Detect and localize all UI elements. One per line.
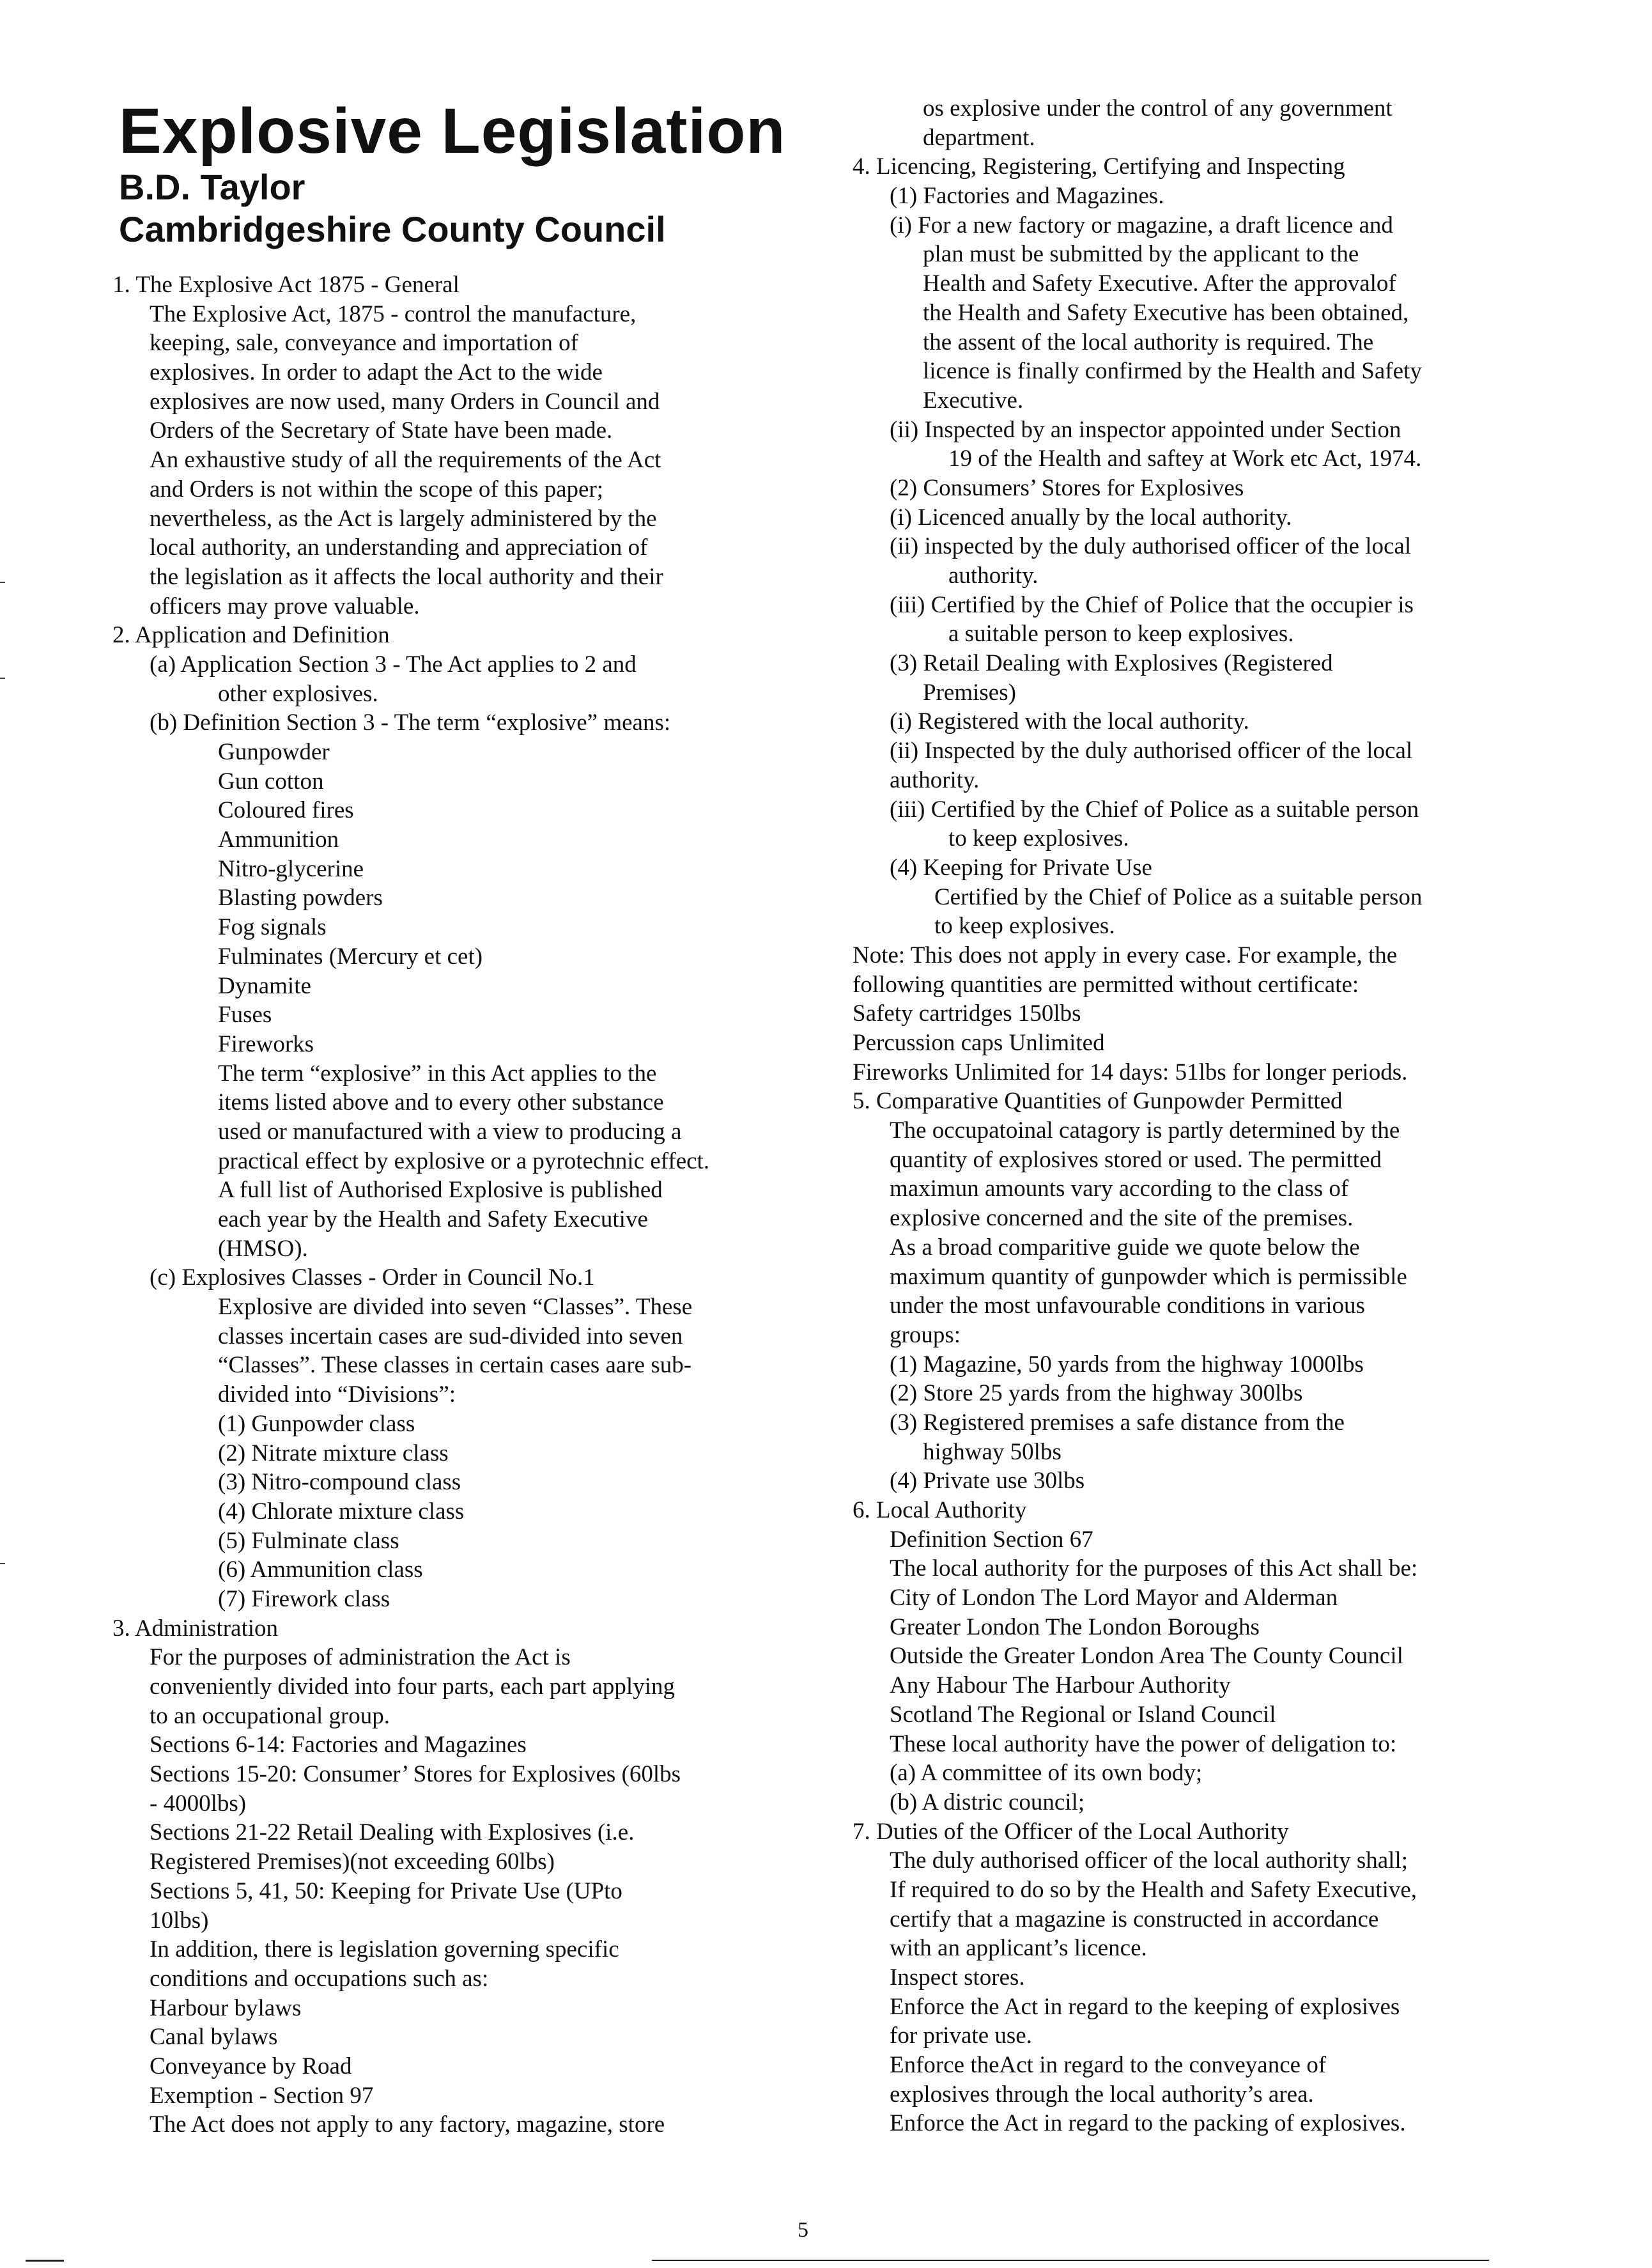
- right-column-text-line: for private use.: [890, 2023, 1032, 2049]
- left-column-text-line: officers may prove valuable.: [150, 593, 420, 619]
- left-column-text-line: Fog signals: [218, 914, 327, 941]
- page-number: 5: [798, 2218, 808, 2242]
- right-column-text-line: Fireworks Unlimited for 14 days: 51lbs for longer periods.: [853, 1059, 1408, 1085]
- right-column-text-line: 7. Duties of the Officer of the Local Authority: [853, 1818, 1289, 1845]
- left-column-text-line: (b) Definition Section 3 - The term “explosive” means:: [150, 710, 671, 736]
- right-column-text-line: Safety cartridges 150lbs: [853, 1000, 1081, 1027]
- left-column-text-line: Gunpowder: [218, 739, 330, 765]
- left-column-text-line: Coloured fires: [218, 797, 354, 824]
- right-column-text-line: os explosive under the control of any government: [923, 95, 1393, 121]
- left-column-text-line: Fulminates (Mercury et cet): [218, 943, 483, 970]
- left-column-text-line: and Orders is not within the scope of this paper;: [150, 476, 604, 502]
- right-column-text-line: (3) Registered premises a safe distance from the: [890, 1409, 1345, 1436]
- right-column-text-line: Outside the Greater London Area The County Council: [890, 1643, 1403, 1670]
- left-column-text-line: 3. Administration: [112, 1615, 278, 1642]
- scan-edge-mark: [0, 678, 5, 679]
- right-column-text-line: licence is finally confirmed by the Health and Safety: [923, 358, 1422, 385]
- right-column-text-line: highway 50lbs: [923, 1438, 1061, 1465]
- right-column-text-line: under the most unfavourable conditions in various: [890, 1293, 1365, 1319]
- left-column-text-line: (HMSO).: [218, 1235, 308, 1262]
- right-column-text-line: The duly authorised officer of the local authority shall;: [890, 1847, 1409, 1874]
- right-column-text-line: (ii) inspected by the duly authorised officer of the local: [890, 533, 1412, 560]
- scan-edge-mark: [0, 1563, 5, 1564]
- left-column-text-line: Sections 21-22 Retail Dealing with Explosives (i.e.: [150, 1819, 635, 1846]
- left-column-text-line: (a) Application Section 3 - The Act applies to 2 and: [150, 651, 637, 678]
- left-column-text-line: the legislation as it affects the local authority and their: [150, 563, 663, 590]
- left-column-text-line: The Act does not apply to any factory, magazine, store: [150, 2111, 665, 2138]
- left-column-text-line: The term “explosive” in this Act applies to the: [218, 1060, 657, 1087]
- right-column-text-line: (i) Licenced anually by the local authority.: [890, 504, 1292, 531]
- left-column-text-line: local authority, an understanding and appreciation of: [150, 534, 648, 561]
- left-column-text-line: (3) Nitro-compound class: [218, 1469, 461, 1496]
- left-column-text-line: Orders of the Secretary of State have been made.: [150, 417, 613, 444]
- right-column-text-line: authority.: [948, 563, 1038, 589]
- left-column-text-line: Exemption - Section 97: [150, 2082, 374, 2109]
- right-column-text-line: Enforce the Act in regard to the keeping of explosives: [890, 1993, 1400, 2020]
- left-column-text-line: divided into “Divisions”:: [218, 1381, 456, 1408]
- left-column-text-line: Harbour bylaws: [150, 1994, 302, 2021]
- article-title: Explosive Legislation: [119, 95, 786, 167]
- left-column-text-line: explosives are now used, many Orders in Council and: [150, 388, 660, 415]
- right-column-text-line: certify that a magazine is constructed in accordance: [890, 1906, 1379, 1932]
- right-column-text-line: following quantities are permitted without certificate:: [853, 971, 1359, 998]
- left-column-text-line: Sections 15-20: Consumer’ Stores for Explosives (60lbs: [150, 1761, 681, 1788]
- left-column-text-line: (2) Nitrate mixture class: [218, 1440, 449, 1466]
- left-column-text-line: Nitro-glycerine: [218, 855, 364, 882]
- left-column-text-line: A full list of Authorised Explosive is published: [218, 1177, 663, 1204]
- right-column-text-line: Definition Section 67: [890, 1526, 1093, 1553]
- right-column-text-line: 4. Licencing, Registering, Certifying and Inspecting: [853, 153, 1345, 180]
- left-column-text-line: For the purposes of administration the Act is: [150, 1644, 571, 1671]
- right-column-text-line: 5. Comparative Quantities of Gunpowder Permitted: [853, 1088, 1343, 1115]
- right-column-text-line: to keep explosives.: [948, 825, 1129, 852]
- left-column-text-line: items listed above and to every other substance: [218, 1089, 664, 1116]
- right-column-text-line: (2) Store 25 yards from the highway 300lbs: [890, 1380, 1303, 1407]
- right-column-text-line: The local authority for the purposes of this Act shall be:: [890, 1555, 1418, 1582]
- left-column-text-line: Explosive are divided into seven “Classes”. These: [218, 1294, 693, 1321]
- right-column-text-line: Scotland The Regional or Island Council: [890, 1701, 1276, 1728]
- right-column-text-line: a suitable person to keep explosives.: [948, 621, 1294, 648]
- right-text-column: [853, 94, 1524, 2138]
- left-column-text-line: (5) Fulminate class: [218, 1527, 399, 1554]
- left-column-text-line: Gun cotton: [218, 768, 324, 795]
- right-column-text-line: the assent of the local authority is required. The: [923, 329, 1374, 355]
- right-column-text-line: (ii) Inspected by an inspector appointed under Section: [890, 416, 1401, 443]
- right-column-text-line: to keep explosives.: [934, 913, 1115, 940]
- left-column-text-line: keeping, sale, conveyance and importation of: [150, 330, 578, 357]
- left-column-text-line: 10lbs): [150, 1907, 209, 1934]
- left-column-text-line: In addition, there is legislation governing specific: [150, 1936, 619, 1963]
- author-name: B.D. Taylor: [119, 167, 305, 207]
- right-column-text-line: (i) For a new factory or magazine, a draft licence and: [890, 212, 1393, 238]
- right-column-text-line: (2) Consumers’ Stores for Explosives: [890, 474, 1244, 501]
- scan-edge-mark: [0, 582, 5, 583]
- left-column-text-line: The Explosive Act, 1875 - control the manufacture,: [150, 300, 637, 327]
- right-column-text-line: Any Habour The Harbour Authority: [890, 1672, 1231, 1699]
- right-column-text-line: 6. Local Authority: [853, 1497, 1027, 1523]
- left-column-text-line: “Classes”. These classes in certain cases aare sub-: [218, 1352, 692, 1379]
- right-column-text-line: Certified by the Chief of Police as a suitable person: [934, 883, 1423, 910]
- right-column-text-line: explosives through the local authority’s area.: [890, 2081, 1314, 2108]
- right-column-text-line: Enforce the Act in regard to the packing of explosives.: [890, 2110, 1406, 2137]
- left-column-text-line: other explosives.: [218, 680, 378, 707]
- right-column-text-line: (4) Private use 30lbs: [890, 1468, 1085, 1495]
- left-column-text-line: used or manufactured with a view to producing a: [218, 1118, 682, 1145]
- right-column-text-line: (a) A committee of its own body;: [890, 1760, 1203, 1787]
- right-column-text-line: (i) Registered with the local authority.: [890, 708, 1249, 735]
- right-column-text-line: Percussion caps Unlimited: [853, 1030, 1105, 1056]
- bottom-scan-rule: [652, 2260, 1489, 2261]
- right-column-text-line: Enforce theAct in regard to the conveyance of: [890, 2052, 1327, 2079]
- article-header: [119, 96, 835, 251]
- author-organisation: Cambridgeshire County Council: [119, 209, 666, 249]
- right-column-text-line: (iii) Certified by the Chief of Police that the occupier is: [890, 591, 1414, 618]
- right-column-text-line: with an applicant’s licence.: [890, 1935, 1147, 1962]
- left-column-text-line: (c) Explosives Classes - Order in Council No.1: [150, 1264, 595, 1291]
- left-column-text-line: explosives. In order to adapt the Act to the wide: [150, 359, 603, 386]
- left-column-text-line: (1) Gunpowder class: [218, 1410, 415, 1437]
- left-column-text-line: conditions and occupations such as:: [150, 1965, 489, 1992]
- right-column-text-line: (1) Magazine, 50 yards from the highway 1000lbs: [890, 1351, 1364, 1378]
- right-column-text-line: maximum quantity of gunpowder which is permissible: [890, 1263, 1407, 1290]
- left-column-text-line: Sections 5, 41, 50: Keeping for Private Use (UPto: [150, 1877, 622, 1904]
- right-column-text-line: The occupatoinal catagory is partly determined by the: [890, 1117, 1400, 1144]
- right-column-text-line: plan must be submitted by the applicant to the: [923, 241, 1359, 268]
- right-column-text-line: As a broad comparitive guide we quote below the: [890, 1234, 1360, 1261]
- left-column-text-line: 1. The Explosive Act 1875 - General: [112, 272, 459, 298]
- right-column-text-line: Executive.: [923, 387, 1024, 414]
- left-column-text-line: Canal bylaws: [150, 2024, 278, 2051]
- left-column-text-line: (6) Ammunition class: [218, 1557, 423, 1583]
- right-column-text-line: department.: [923, 124, 1035, 151]
- left-column-text-line: practical effect by explosive or a pyrotechnic effect.: [218, 1147, 710, 1174]
- right-column-text-line: Premises): [923, 679, 1016, 706]
- right-column-text-line: (3) Retail Dealing with Explosives (Registered: [890, 650, 1333, 677]
- right-column-text-line: If required to do so by the Health and Safety Executive,: [890, 1876, 1417, 1903]
- right-column-text-line: explosive concerned and the site of the premises.: [890, 1205, 1354, 1232]
- right-column-text-line: authority.: [890, 766, 980, 793]
- right-column-text-line: the Health and Safety Executive has been obtained,: [923, 299, 1409, 326]
- right-column-text-line: maximun amounts vary according to the class of: [890, 1176, 1349, 1202]
- left-column-text-line: - 4000lbs): [150, 1790, 247, 1817]
- left-column-text-line: (7) Firework class: [218, 1585, 390, 1612]
- left-column-text-line: conveniently divided into four parts, each part applying: [150, 1674, 675, 1700]
- right-column-text-line: City of London The Lord Mayor and Alderman: [890, 1585, 1338, 1612]
- left-column-text-line: each year by the Health and Safety Executive: [218, 1206, 648, 1232]
- bottom-scan-rule: [26, 2260, 64, 2262]
- left-column-text-line: Ammunition: [218, 827, 339, 853]
- right-column-text-line: Inspect stores.: [890, 1964, 1025, 1991]
- right-column-text-line: (1) Factories and Magazines.: [890, 183, 1164, 210]
- left-column-text-line: classes incertain cases are sud-divided into seven: [218, 1323, 683, 1349]
- right-column-text-line: Health and Safety Executive. After the approvalof: [923, 270, 1396, 297]
- right-column-text-line: (4) Keeping for Private Use: [890, 854, 1152, 881]
- left-column-text-line: Sections 6-14: Factories and Magazines: [150, 1732, 527, 1759]
- right-column-text-line: quantity of explosives stored or used. The permitted: [890, 1146, 1382, 1173]
- right-column-text-line: These local authority have the power of deligation to:: [890, 1730, 1397, 1757]
- right-column-text-line: (iii) Certified by the Chief of Police as a suitable person: [890, 796, 1419, 823]
- right-column-text-line: (b) A distric council;: [890, 1789, 1085, 1815]
- left-column-text-line: 2. Application and Definition: [112, 622, 390, 649]
- left-column-text-line: Fuses: [218, 1002, 272, 1029]
- right-column-text-line: Note: This does not apply in every case. For example, the: [853, 942, 1398, 968]
- left-column-text-line: to an occupational group.: [150, 1702, 390, 1729]
- left-column-text-line: An exhaustive study of all the requirements of the Act: [150, 447, 661, 474]
- right-column-text-line: 19 of the Health and saftey at Work etc Act, 1974.: [948, 446, 1422, 472]
- left-column-text-line: (4) Chlorate mixture class: [218, 1498, 465, 1525]
- right-column-text-line: groups:: [890, 1321, 961, 1348]
- left-column-text-line: Registered Premises)(not exceeding 60lbs): [150, 1849, 555, 1876]
- left-column-text-line: Dynamite: [218, 972, 311, 999]
- left-column-text-line: Blasting powders: [218, 885, 383, 912]
- left-column-text-line: Fireworks: [218, 1030, 314, 1057]
- left-column-text-line: nevertheless, as the Act is largely administered by the: [150, 505, 657, 532]
- left-text-column: [112, 270, 777, 2140]
- right-column-text-line: Greater London The London Boroughs: [890, 1613, 1260, 1640]
- left-column-text-line: Conveyance by Road: [150, 2053, 352, 2079]
- right-column-text-line: (ii) Inspected by the duly authorised officer of the local: [890, 738, 1413, 765]
